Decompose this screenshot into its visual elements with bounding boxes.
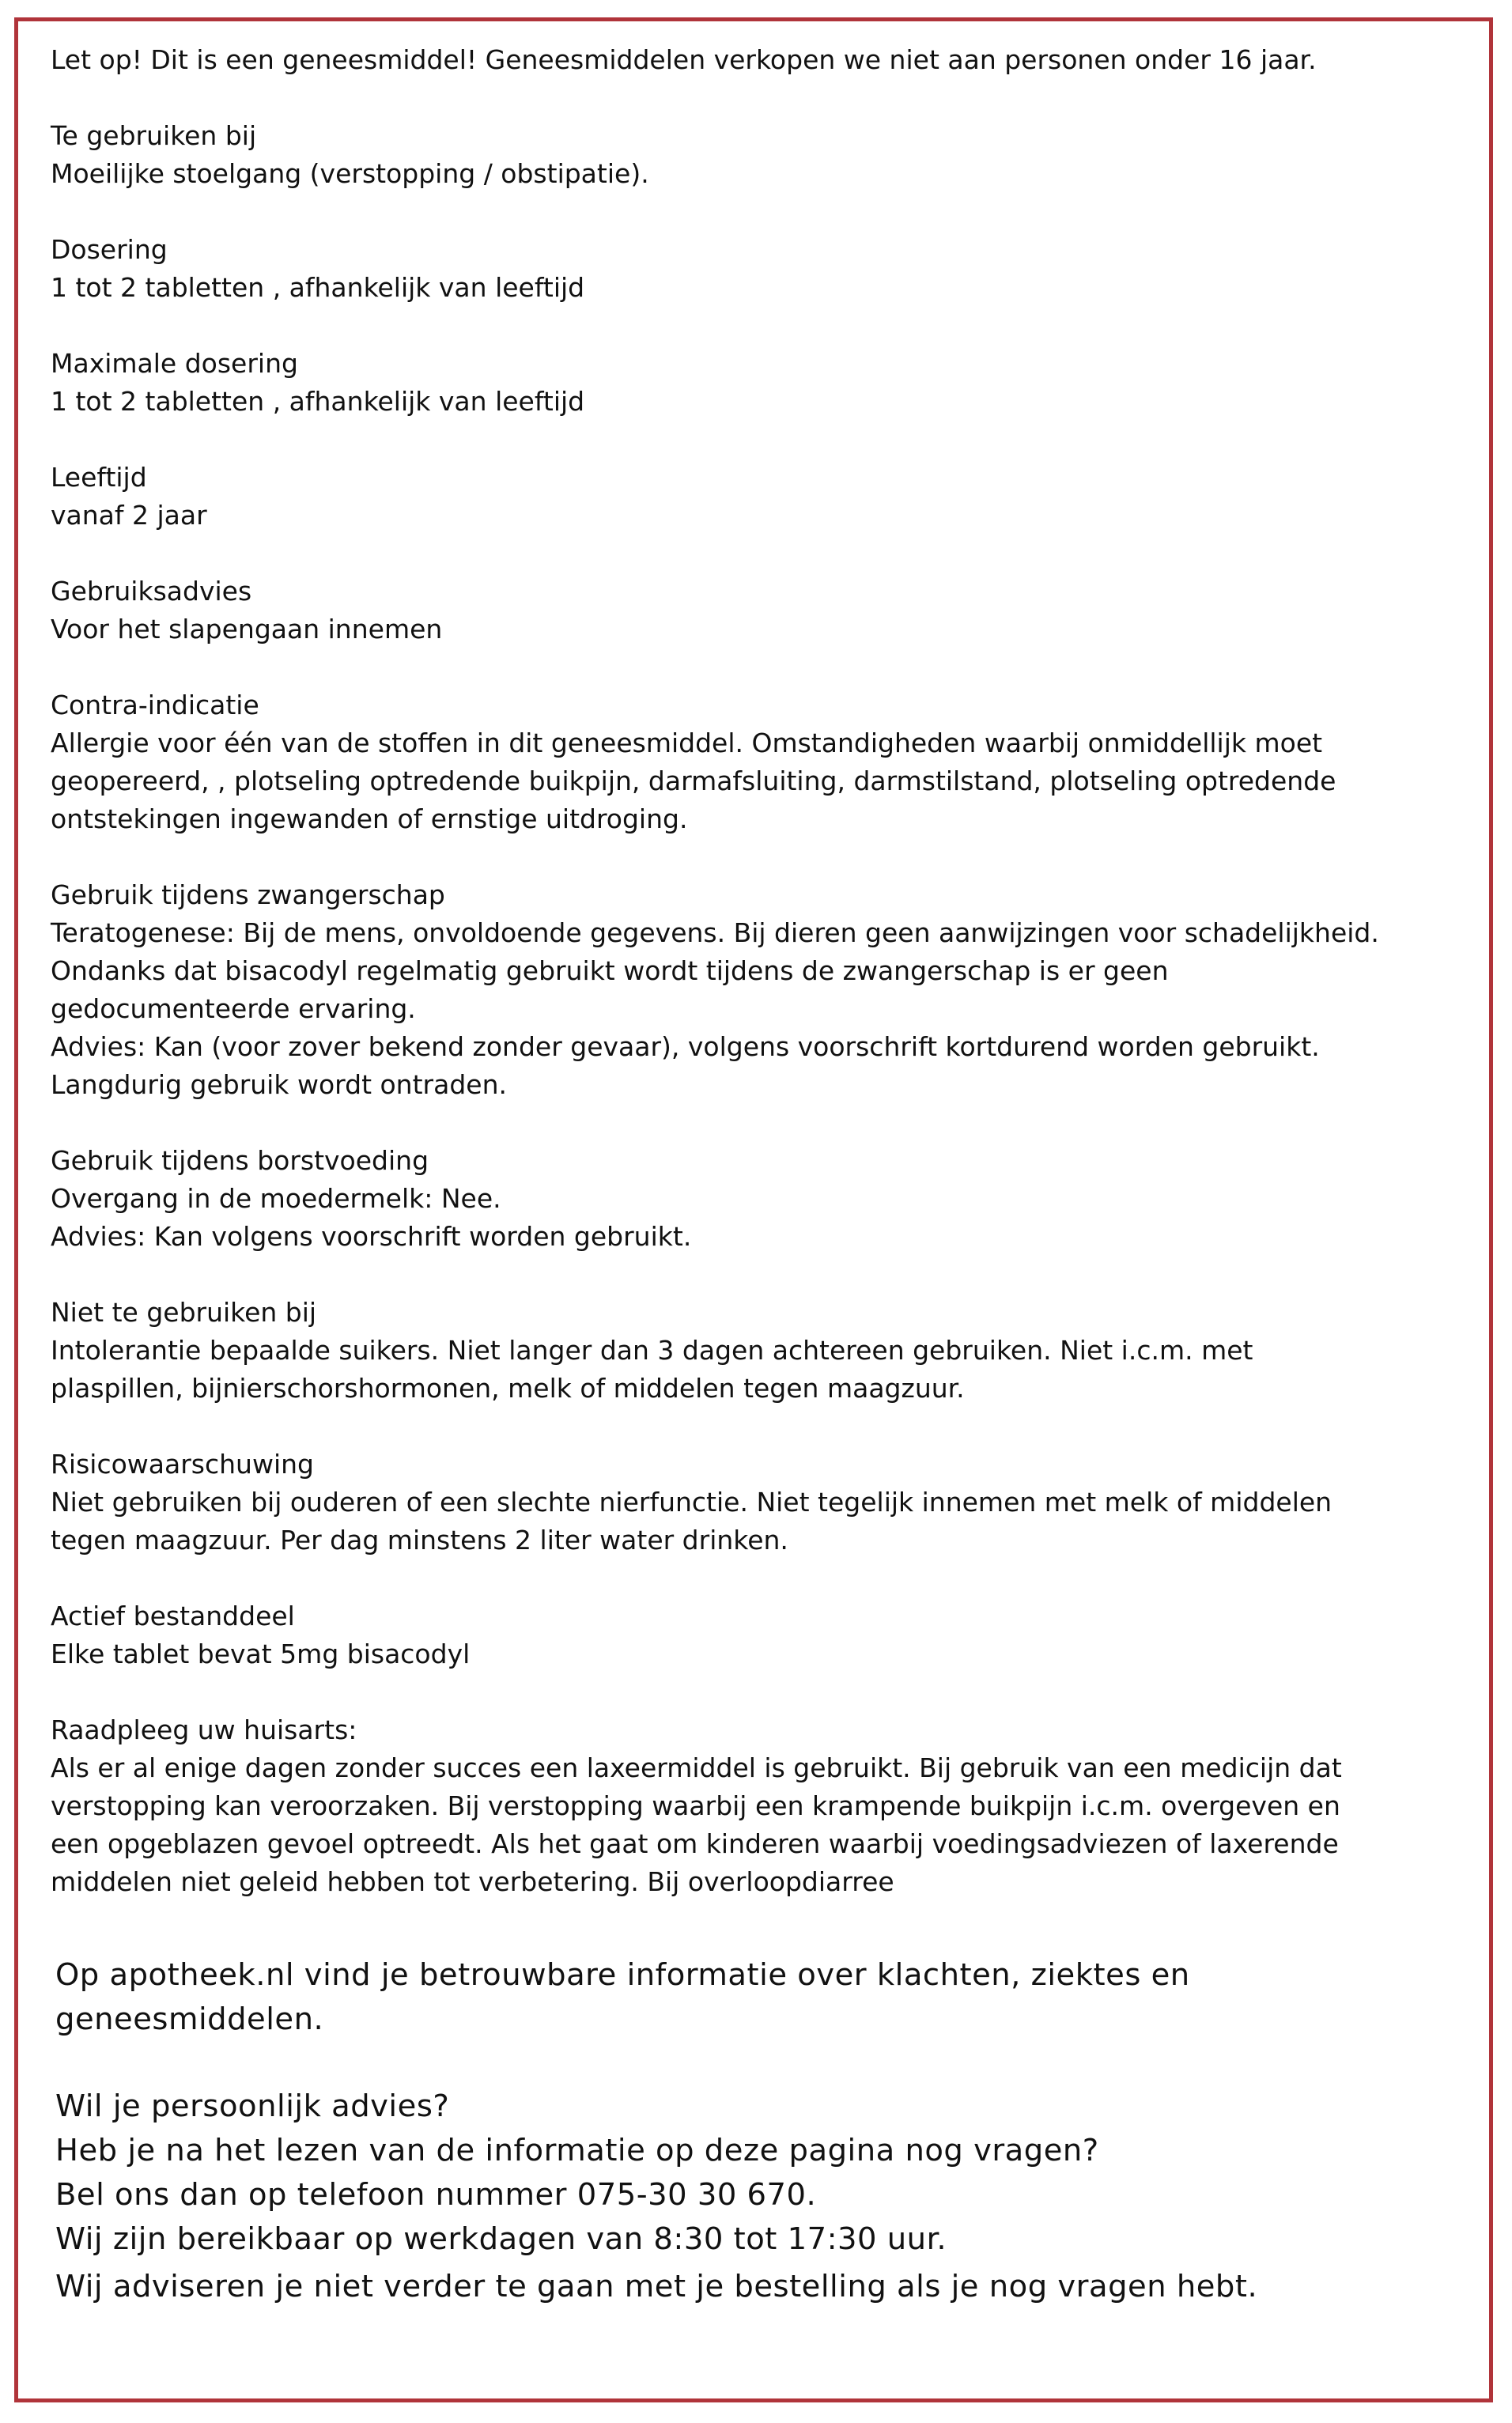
footer-spacer	[55, 2042, 1463, 2085]
footer-info	[55, 1953, 1463, 2309]
section-text-line: Teratogenese: Bij de mens, onvoldoende gegevens. Bij dieren geen aanwijzingen voor schadelijkheid.	[51, 917, 1379, 948]
section-text-line: Intolerantie bepaalde suikers. Niet langer dan 3 dagen achtereen gebruiken. Niet i.c.m. met	[51, 1335, 1253, 1366]
section-heading: Gebruik tijdens zwangerschap	[51, 879, 445, 910]
section-text-line: Als er al enige dagen zonder succes een laxeermiddel is gebruikt. Bij gebruik van een medicijn dat	[51, 1752, 1342, 1783]
section-heading: Actief bestanddeel	[51, 1601, 295, 1631]
section-heading: Contra-indicatie	[51, 690, 259, 720]
section-heading: Raadpleeg uw huisarts:	[51, 1714, 357, 1745]
advice-hours-line: Wij zijn bereikbaar op werkdagen van 8:30 tot 17:30 uur.	[55, 2221, 947, 2257]
section-heading: Te gebruiken bij	[51, 120, 257, 151]
section-text-line: Advies: Kan volgens voorschrift worden gebruikt.	[51, 1221, 692, 1252]
section-text-line: Overgang in de moedermelk: Nee.	[51, 1183, 501, 1214]
section-text-line: 1 tot 2 tabletten , afhankelijk van leeftijd	[51, 386, 585, 417]
section-text-line: Advies: Kan (voor zover bekend zonder gevaar), volgens voorschrift kortdurend worden gebruikt.	[51, 1031, 1320, 1062]
leaflet-section	[51, 231, 1474, 307]
section-text-line: Allergie voor één van de stoffen in dit geneesmiddel. Omstandigheden waarbij onmiddellijk moet	[51, 728, 1323, 758]
section-text-line: Ondanks dat bisacodyl regelmatig gebruikt wordt tijdens de zwangerschap is er geen	[51, 955, 1169, 986]
leaflet-section	[51, 345, 1474, 421]
footer-info-line-1: Op apotheek.nl vind je betrouwbare informatie over klachten, ziektes en	[55, 1957, 1190, 1993]
section-text-line: verstopping kan veroorzaken. Bij verstopping waarbij een krampende buikpijn i.c.m. overgeven en	[51, 1790, 1340, 1821]
section-text-line: middelen niet geleid hebben tot verbetering. Bij overloopdiarree	[51, 1866, 894, 1897]
leaflet-section	[51, 1711, 1474, 1901]
section-text-line: Voor het slapengaan innemen	[51, 614, 443, 644]
section-text-line: plaspillen, bijnierschorshormonen, melk of middelen tegen maagzuur.	[51, 1373, 965, 1404]
section-text-line: Langdurig gebruik wordt ontraden.	[51, 1069, 507, 1100]
advice-order-line: Wij adviseren je niet verder te gaan met je bestelling als je nog vragen hebt.	[55, 2269, 1258, 2304]
leaflet-section	[51, 459, 1474, 535]
leaflet-section	[51, 573, 1474, 648]
section-heading: Dosering	[51, 234, 168, 265]
section-text-line: Niet gebruiken bij ouderen of een slechte nierfunctie. Niet tegelijk innemen met melk of middelen	[51, 1487, 1332, 1518]
section-text-line: ontstekingen ingewanden of ernstige uitdroging.	[51, 803, 688, 834]
section-heading: Maximale dosering	[51, 348, 298, 379]
section-text-line: vanaf 2 jaar	[51, 500, 207, 531]
advice-phone-line: Bel ons dan op telefoon nummer 075-30 30 670.	[55, 2177, 817, 2213]
leaflet-section	[51, 686, 1474, 838]
section-text-line: een opgeblazen gevoel optreedt. Als het gaat om kinderen waarbij voedingsadviezen of laxerende	[51, 1828, 1339, 1859]
section-text-line: geopereerd, , plotseling optredende buikpijn, darmafsluiting, darmstilstand, plotseling optredende	[51, 765, 1336, 796]
leaflet-section	[51, 1446, 1474, 1559]
section-text-line: 1 tot 2 tabletten , afhankelijk van leeftijd	[51, 272, 585, 303]
section-heading: Gebruiksadvies	[51, 576, 252, 607]
section-text-line: gedocumenteerde ervaring.	[51, 993, 416, 1024]
leaflet-section	[51, 117, 1474, 193]
leaflet-sections	[51, 117, 1474, 1901]
section-text-line: Moeilijke stoelgang (verstopping / obstipatie).	[51, 158, 649, 189]
section-heading: Leeftijd	[51, 462, 147, 493]
section-text-line: Elke tablet bevat 5mg bisacodyl	[51, 1639, 471, 1669]
leaflet-section	[51, 1597, 1474, 1673]
advice-heading: Wil je persoonlijk advies?	[55, 2088, 450, 2124]
section-heading: Gebruik tijdens borstvoeding	[51, 1145, 429, 1176]
section-heading: Niet te gebruiken bij	[51, 1297, 317, 1328]
age-warning: Let op! Dit is een geneesmiddel! Geneesmiddelen verkopen we niet aan personen onder 16 jaar.	[51, 44, 1317, 75]
leaflet-content	[51, 41, 1474, 1939]
section-heading: Risicowaarschuwing	[51, 1449, 314, 1480]
leaflet-section	[51, 1294, 1474, 1408]
leaflet-section	[51, 1142, 1474, 1256]
section-text-line: tegen maagzuur. Per dag minstens 2 liter water drinken.	[51, 1525, 788, 1555]
advice-line-1: Heb je na het lezen van de informatie op deze pagina nog vragen?	[55, 2133, 1099, 2168]
leaflet-section	[51, 876, 1474, 1104]
footer-info-line-2: geneesmiddelen.	[55, 2002, 324, 2037]
